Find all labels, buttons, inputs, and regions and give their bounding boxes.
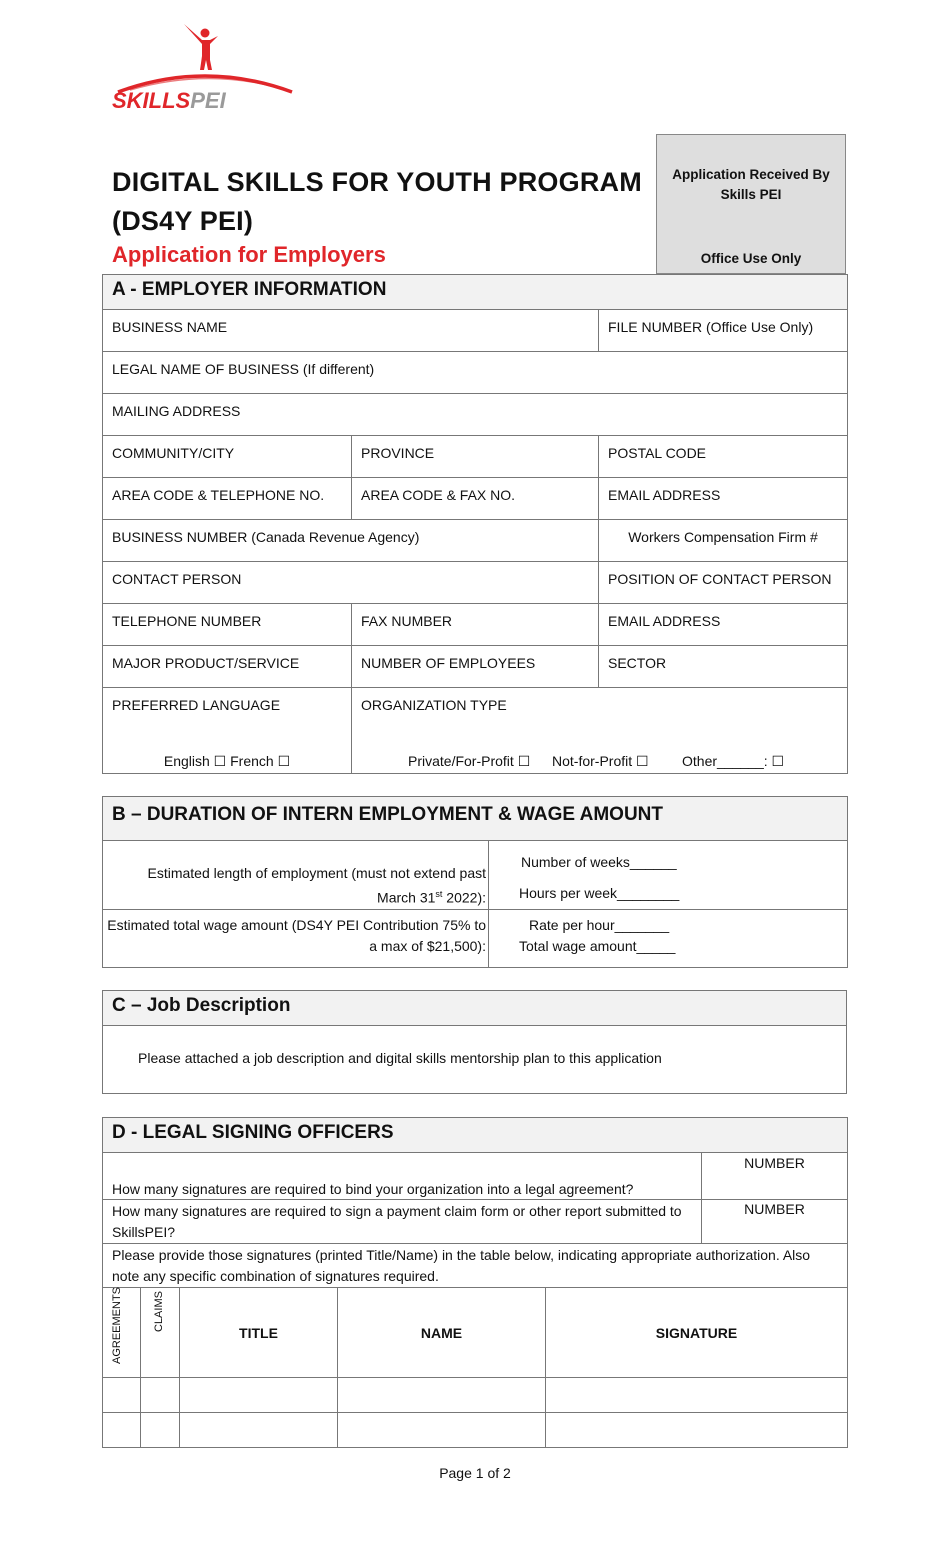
agreements-cell[interactable] xyxy=(103,1413,141,1448)
signatures-agreement-number[interactable]: NUMBER xyxy=(702,1153,848,1200)
fax-field[interactable]: AREA CODE & FAX NO. xyxy=(352,478,599,520)
section-d-heading: D - LEGAL SIGNING OFFICERS xyxy=(103,1118,848,1153)
employees-field[interactable]: NUMBER OF EMPLOYEES xyxy=(352,646,599,688)
col-claims-header: CLAIMS xyxy=(141,1288,180,1378)
page-number: Page 1 of 2 xyxy=(439,1465,511,1481)
title-line-2: (DS4Y PEI) xyxy=(112,206,254,236)
col-agreements-header: AGREEMENTS xyxy=(103,1288,141,1378)
claims-cell[interactable] xyxy=(141,1413,180,1448)
office-box-line-3: Office Use Only xyxy=(700,251,802,266)
employment-length-line-2: March 31st 2022): xyxy=(377,889,486,906)
hours-field[interactable]: Hours per week________ xyxy=(519,885,680,901)
employment-length-inputs xyxy=(489,841,848,910)
page-subtitle: Application for Employers xyxy=(112,242,386,267)
wage-amount-inputs xyxy=(489,910,848,968)
org-private-checkbox[interactable]: Private/For-Profit ☐ xyxy=(408,753,531,769)
agreements-cell[interactable] xyxy=(103,1378,141,1413)
job-description-text: Please attached a job description and digital skills mentorship plan to this application xyxy=(103,1026,847,1094)
office-use-box xyxy=(656,134,846,274)
name-cell[interactable] xyxy=(338,1378,546,1413)
business-number-field[interactable]: BUSINESS NUMBER (Canada Revenue Agency) xyxy=(103,520,599,562)
preferred-language-label: PREFERRED LANGUAGE xyxy=(112,697,281,713)
contact-person-field[interactable]: CONTACT PERSON xyxy=(103,562,599,604)
title-cell[interactable] xyxy=(180,1378,338,1413)
page-title xyxy=(112,163,642,241)
wcb-field[interactable]: Workers Compensation Firm # xyxy=(599,520,848,562)
title-line-1: DIGITAL SKILLS FOR YOUTH PROGRAM xyxy=(112,167,642,197)
wage-amount-label xyxy=(103,910,489,968)
product-field[interactable]: MAJOR PRODUCT/SERVICE xyxy=(103,646,352,688)
col-title-header: TITLE xyxy=(180,1288,338,1378)
org-nonprofit-checkbox[interactable]: Not-for-Profit ☐ xyxy=(552,753,649,769)
section-c-heading: C – Job Description xyxy=(103,991,847,1026)
rate-field[interactable]: Rate per hour_______ xyxy=(529,917,670,933)
mailing-address-field[interactable]: MAILING ADDRESS xyxy=(103,394,848,436)
signature-cell[interactable] xyxy=(546,1378,848,1413)
office-box-line-2: Skills PEI xyxy=(720,187,782,202)
signatures-agreement-question: How many signatures are required to bind your organization into a legal agreement? xyxy=(103,1153,702,1200)
email-field[interactable]: EMAIL ADDRESS xyxy=(599,478,848,520)
skillspei-logo xyxy=(110,20,310,112)
org-other-checkbox[interactable]: Other______: ☐ xyxy=(682,753,785,769)
signature-cell[interactable] xyxy=(546,1413,848,1448)
weeks-field[interactable]: Number of weeks______ xyxy=(521,854,677,870)
section-a-employer-information xyxy=(102,274,848,774)
legal-name-field[interactable]: LEGAL NAME OF BUSINESS (If different) xyxy=(103,352,848,394)
signatures-instructions: Please provide those signatures (printed Title/Name) in the table below, indicating appropriate authorization. Also note any specific combination of signatures required. xyxy=(103,1244,848,1288)
section-b-duration-wage xyxy=(102,796,848,968)
wage-amount-line-2: a max of $21,500): xyxy=(369,938,486,954)
logo-text: SKILLSPEI xyxy=(112,88,226,112)
section-b-heading: B – DURATION OF INTERN EMPLOYMENT & WAGE AMOUNT xyxy=(103,797,848,841)
telephone-field[interactable]: AREA CODE & TELEPHONE NO. xyxy=(103,478,352,520)
business-name-field[interactable]: BUSINESS NAME xyxy=(103,310,599,352)
community-field[interactable]: COMMUNITY/CITY xyxy=(103,436,352,478)
organization-type-label: ORGANIZATION TYPE xyxy=(361,697,507,713)
section-a-heading: A - EMPLOYER INFORMATION xyxy=(103,275,848,310)
name-cell[interactable] xyxy=(338,1413,546,1448)
sector-field[interactable]: SECTOR xyxy=(599,646,848,688)
signature-row xyxy=(103,1413,848,1448)
title-cell[interactable] xyxy=(180,1413,338,1448)
signatures-claim-question: How many signatures are required to sign a payment claim form or other report submitted to SkillsPEI? xyxy=(103,1200,702,1244)
claims-cell[interactable] xyxy=(141,1378,180,1413)
contact-phone-field[interactable]: TELEPHONE NUMBER xyxy=(103,604,352,646)
preferred-language-field xyxy=(103,688,352,774)
contact-fax-field[interactable]: FAX NUMBER xyxy=(352,604,599,646)
contact-position-field[interactable]: POSITION OF CONTACT PERSON xyxy=(599,562,848,604)
signature-row xyxy=(103,1378,848,1413)
total-wage-field[interactable]: Total wage amount_____ xyxy=(519,938,676,954)
province-field[interactable]: PROVINCE xyxy=(352,436,599,478)
col-signature-header: SIGNATURE xyxy=(546,1288,848,1378)
signatures-claim-number[interactable]: NUMBER xyxy=(702,1200,848,1244)
office-box-line-1: Application Received By xyxy=(672,167,830,182)
section-d-legal-signing-officers xyxy=(102,1117,848,1448)
organization-type-field xyxy=(352,688,848,774)
section-c-job-description xyxy=(102,990,847,1094)
file-number-field: FILE NUMBER (Office Use Only) xyxy=(599,310,848,352)
wage-amount-line-1: Estimated total wage amount (DS4Y PEI Contribution 75% to xyxy=(107,917,486,933)
contact-email-field[interactable]: EMAIL ADDRESS xyxy=(599,604,848,646)
language-options[interactable]: English ☐ French ☐ xyxy=(163,753,291,769)
postal-code-field[interactable]: POSTAL CODE xyxy=(599,436,848,478)
employment-length-label xyxy=(103,841,489,910)
employment-length-line-1: Estimated length of employment (must not extend past xyxy=(147,865,486,881)
col-name-header: NAME xyxy=(338,1288,546,1378)
